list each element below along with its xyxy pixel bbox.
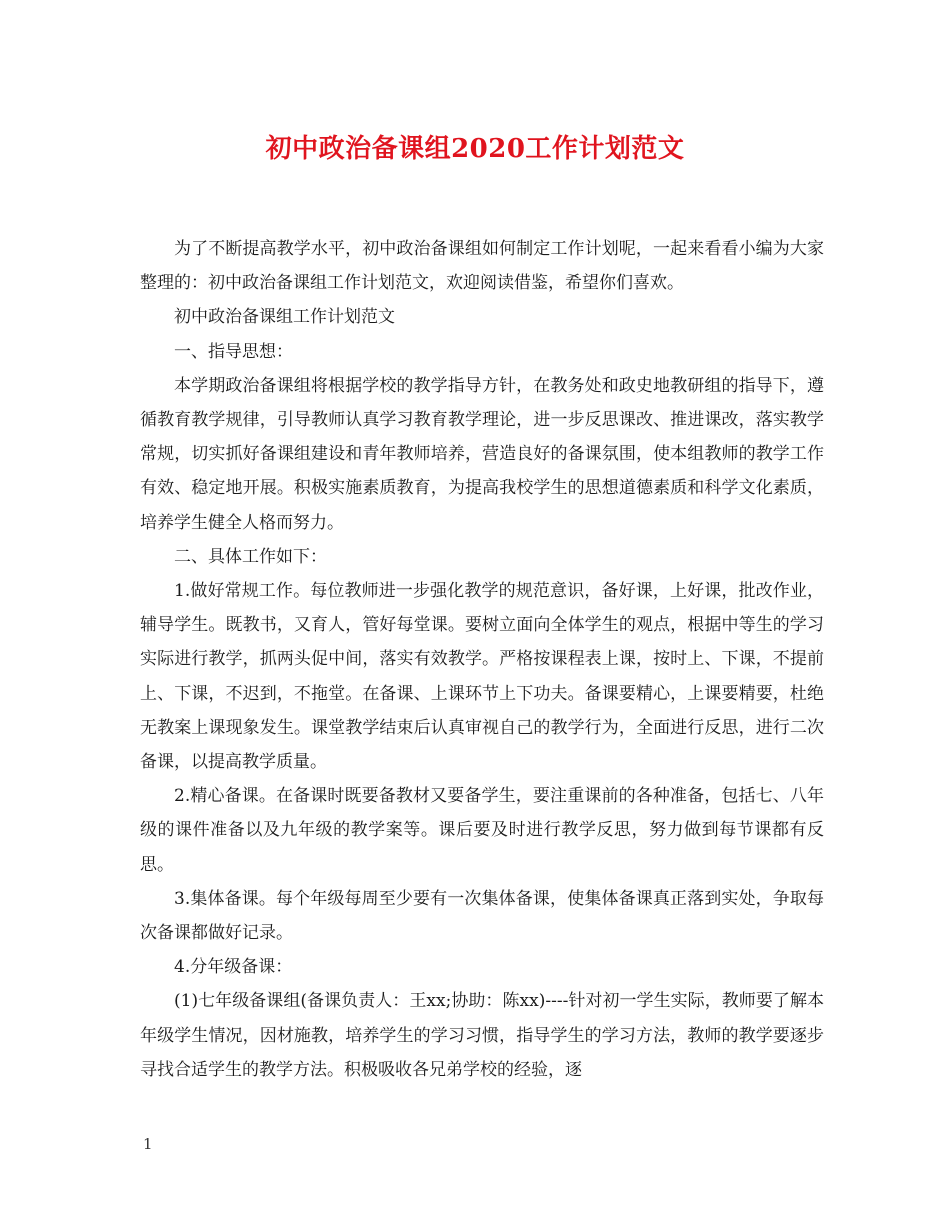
work-item-2-paragraph: 2.精心备课。在备课时既要备教材又要备学生，要注重课前的各种准备，包括七、八年级的课件准备以及九年级的教学案等。课后要及时进行教学反思，努力做到每节课都有反思。 [140,786,824,875]
guiding-thought-paragraph: 本学期政治备课组将根据学校的教学指导方针，在教务处和政史地教研组的指导下，遵循教育教学规律，引导教师认真学习教育教学理论，进一步反思课改、推进课改，落实教学常规，切实抓好备课组建设和青年教师培养，营造良好的备课氛围，使本组教师的教学工作有效、稳定地开展。积极实施素质教育，为提高我校学生的思想道德素质和科学文化素质，培养学生健全人格而努力。 [140,375,824,533]
work-item-3-paragraph: 3.集体备课。每个年级每周至少要有一次集体备课，使集体备课真正落到实处，争取每次备课都做好记录。 [140,888,824,944]
document-title: 初中政治备课组2020工作计划范文 [265,134,685,164]
document-body [140,232,824,1087]
section-heading-specific-work: 二、具体工作如下： [174,546,327,567]
grade-7-paragraph: (1)七年级备课组(备课负责人：王xx;协助：陈xx)----针对初一学生实际，教师要了解本年级学生情况，因材施教，培养学生的学习习惯，指导学生的学习方法，教师的教学要逐步寻找合适学生的教学方法。积极吸收各兄弟学校的经验，逐 [140,991,824,1080]
subtitle-paragraph: 初中政治备课组工作计划范文 [174,307,395,328]
intro-paragraph: 为了不断提高教学水平，初中政治备课组如何制定工作计划呢，一起来看看小编为大家整理的：初中政治备课组工作计划范文，欢迎阅读借鉴，希望你们喜欢。 [140,239,824,294]
work-item-4-heading: 4.分年级备课： [174,957,293,978]
page-number: 1 [143,1135,153,1153]
section-heading-guiding-thought: 一、指导思想： [174,341,293,362]
work-item-1-paragraph: 1.做好常规工作。每位教师进一步强化教学的规范意识，备好课，上好课，批改作业，辅导学生。既教书，又育人，管好每堂课。要树立面向全体学生的观点，根据中等生的学习实际进行教学，抓两头促中间，落实有效教学。严格按课程表上课，按时上、下课，不提前上、下课，不迟到，不拖堂。在备课、上课环节上下功夫。备课要精心，上课要精要，杜绝无教案上课现象发生。课堂教学结束后认真审视自己的教学行为，全面进行反思，进行二次备课，以提高教学质量。 [140,581,824,773]
